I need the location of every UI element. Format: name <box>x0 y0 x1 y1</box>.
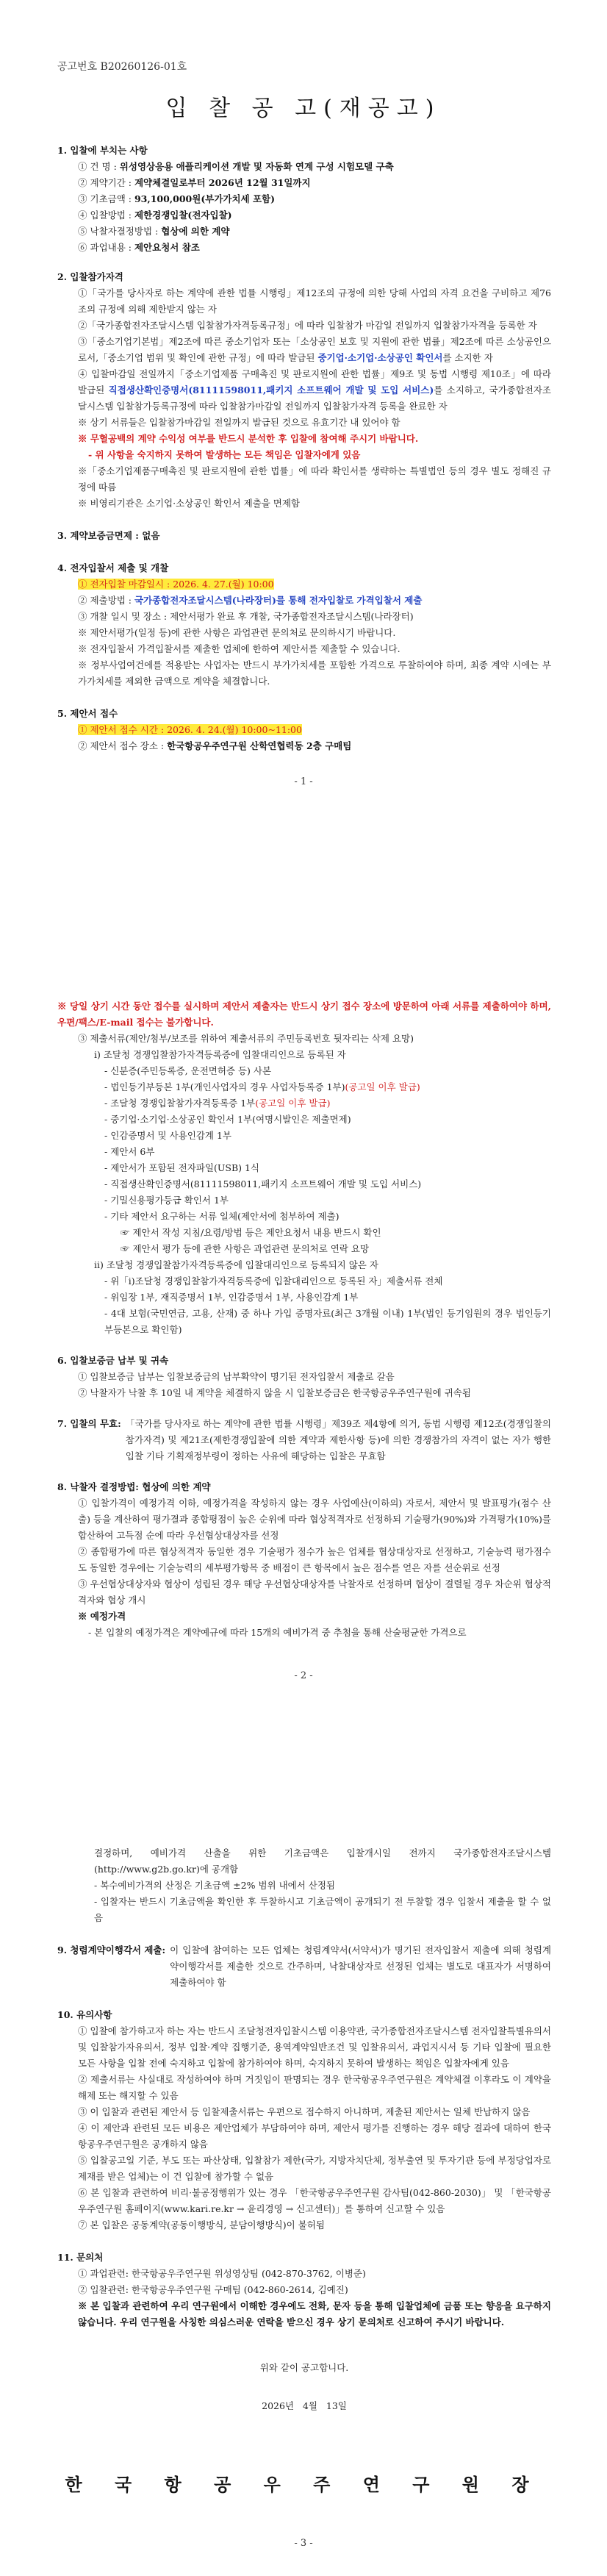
item-period: ② 계약기간 : 계약체결일로부터 2026년 12월 31일까지 <box>78 177 311 188</box>
section-3-heading: 3. 계약보증금면제 : 없음 <box>57 530 160 541</box>
section-4-body: ① 전자입찰 마감일시 : 2026. 4. 27.(월) 10:00 ② 제출방법 : 국가종합전자조달시스템(나라장터)를 통해 전자입찰로 가격입찰서 제출 ③ 개찰 일시 및 장소 : 제안서평가 완료 후 개찰, 국가종합전자조달시스템(나라장터) ※ 제안서평가(일정 등)에 관한 사항은 과업관련 문의처로 문의하시기 바랍니다. ※ 전자입찰서 가격입찰서를 제출한 업체에 한하여 제안서를 제출할 수 있습니다. ※ 정부사업여건에를 적용받는 사업자는 반드시 부가가치세를 포함한 가격으로 투찰하여야 하며, 최종 계약 시에는 부가가치세를 제외한 금액으로 계약을 체결합니다. <box>78 579 551 687</box>
section-2-heading: 2. 입찰참가자격 <box>57 271 123 282</box>
item-scope: ⑥ 과업내용 : 제안요청서 참조 <box>78 242 200 253</box>
docs-list-a: - 신분증(주민등록증, 운전면허증 등) 사본 - 법인등기부등본 1부(개인사업자의 경우 사업자등록증 1부)(공고일 이후 발급) - 조달청 경쟁입찰참가자격등록증 1부(공고일 이후 발급) - 중기업·소기업·소상공인 확인서 1부(여명시발인은 제출면제) - 인감증명서 및 사용인감계 1부 - 제안서 6부 - 제안서가 포함된 전자파일(USB) 1식 - 직접생산확인증명서(81111598011,패키지 소프트웨어 개발 및 도입 서비스) - 기밀신용평가등급 확인서 1부 - 기타 제안서 요구하는 서류 일체(제안서에 첨부하여 제출) ☞ 제안서 작성 지침/요령/방법 등은 제안요청서 내용 반드시 확인 ☞ 제안서 평가 등에 관한 사항은 과업관련 문의처로 연락 요망 <box>104 1065 422 1254</box>
page2-content: ※ 당일 상기 시간 동안 접수를 실시하며 제안서 제출자는 반드시 상기 접수 장소에 방문하여 아래 서류를 제출하여야 하며, 우편/팩스/E-mail 접수는 불가합니다. ③ 제출서류(제안/첨부/보조를 위하여 제출서류의 주민등록번호 뒷자리는 삭제 요망) ⅰ) 조달청 경쟁입찰참가자격등록증에 입찰대리인으로 등록된 자 - 신분증(주민등록증, 운전면허증 등) 사본 - 법인등기부등본 1부(개인사업자의 경우 사업자등록증 1부)(공고일 이후 발급) - 조달청 경쟁입찰참가자격등록증 1부(공고일 이후 발급) - 중기업·소기업·소상공인 확인서 1부(여명시발인은 제출면제) - 인감증명서 및 사용인감계 1부 - 제안서 6부 - 제안서가 포함된 전자파일(USB) 1식 - 직접생산확인증명서(81111598011,패키지 소프트웨어 개발 및 도입 서비스) - 기밀신용평가등급 확인서 1부 - 기타 제안서 요구하는 서류 일체(제안서에 첨부하여 제출) ☞ 제안서 작성 지침/요령/방법 등은 제안요청서 내용 반드시 확인 ☞ 제안서 평가 등에 관한 사항은 과업관련 문의처로 연락 요망 ⅱ) 조달청 경쟁입찰참가자격등록증에 입찰대리인으로 등록되지 않은 자 - 위「ⅰ)조달청 경쟁입찰참가자격등록증에 입찰대리인으로 등록된 자」제출서류 전체 - 위임장 1부, 재직증명서 1부, 인감증명서 1부, 사용인감계 1부 - 4대 보험(국민연금, 고용, 산재) 중 하나 가입 증명자료(최근 3개월 이내) 1부(법인 등기임원의 경우 법인등기부등본으로 확인함) 6. 입찰보증금 납부 및 귀속 ① 입찰보증금 납부는 입찰보증금의 납부확약이 명기된 전자입찰서 제출로 갈음 ② 낙찰자가 낙찰 후 10일 내 계약을 체결하지 않을 시 입찰보증금은 한국항공우주연구원에 귀속됨 7. 입찰의 무효: 「국가를 당사자로 하는 계약에 관한 법률 시행령」제39조 제4항에 의거, 동법 시행령 제12조(경쟁입찰의 참가자격) 및 제21조(제한경쟁입찰에 의한 계약과 제한사항 등)에 의한 경쟁참가의 자격이 없는 자가 행한 입찰 기타 기획재정부령이 정하는 사유에 해당하는 입찰은 무효함 8. 낙찰자 결정방법: 협상에 의한 계약 ① 입찰가격이 예정가격 이하, 예정가격을 작성하지 않는 경우 사업예산(이하의) 자로서, 제안서 및 발표평가(점수 산출) 등을 계산하여 평가결과 종합평점이 높은 순위에 따라 협상적격자로 선정하되 기술평가(90%)와 가격평가(10%)를 합산하여 고득점 순에 따라 우선협상대상자를 선정 ② 종합평가에 따른 협상적격자 동일한 경우 기술평가 점수가 높은 업체를 협상대상자로 선정하고, 기술능력 평가점수도 동일한 경우에는 기술능력의 세부평가항목 중 배점이 큰 항목에서 높은 점수를 얻은 자를 선순위로 선정 ③ 우선협상대상자와 협상이 성립된 경우 해당 우선협상대상자를 낙찰자로 선정하며 협상이 결렬될 경우 차순위 협상적격자와 협상 개시 ※ 예정가격 - 본 입찰의 예정가격은 계약예규에 따라 15개의 예비가격 중 추첨을 통해 산술평균한 가격으로 <box>57 998 551 1641</box>
notice-items: ① 입찰에 참가하고자 하는 자는 반드시 조달청전자입찰시스템 이용약관, 국가종합전자조달시스템 전자입찰특별유의서 및 입찰참가자유의서, 정부 입찰·계약 집행기준, 용역계약일반조건 및 입찰유의서, 과업지시서 등 기타 입찰에 필요한 모든 사항을 입찰 전에 숙지하고 입찰에 참가하여야 하며, 숙지하지 못하여 발생하는 책임은 입찰자에게 있음 ② 제출서류는 사실대로 작성하여야 하며 거짓임이 판명되는 경우 한국항공우주연구원은 계약체결 이후라도 이 계약을 해제 또는 해지할 수 있음 ③ 이 입찰과 관련된 제안서 등 입찰제출서류는 우편으로 접수하지 아니하며, 제출된 제안서는 일체 반납하지 않음 ④ 이 제안과 관련된 모든 비용은 제안업체가 부담하여야 하며, 제안서 평가를 진행하는 경우 해당 결과에 대하여 한국항공우주연구원은 공개하지 않음 ⑤ 입찰공고일 기준, 부도 또는 파산상태, 입찰참가 제한(국가, 지방자치단체, 정부출연 및 투자기관 등에 부정당업자로 제재를 받은 업체)는 이 건 입찰에 참가할 수 없음 ⑥ 본 입찰과 관련하여 비리·불공정행위가 있는 경우 「한국항공우주연구원 감사팀(042-860-2030)」 및 「한국항공우주연구원 홈페이지(www.kari.re.kr → 윤리경영 → 신고센터)」를 통하여 신고할 수 있음 ⑦ 본 입찰은 공동계약(공동이행방식, 분담이행방식)이 불허됨 <box>78 2025 551 2230</box>
item-name: ① 건 명 : 위성영상응용 애플리케이션 개발 및 자동화 연계 구성 시험모델 구축 <box>78 161 394 172</box>
section-4-heading: 4. 전자입찰서 제출 및 개찰 <box>57 562 169 573</box>
section-9: 9. 청렴계약이행각서 제출: 이 입찰에 참여하는 모든 업체는 청렴계약서(서약서)가 명기된 전자입찰서 제출에 의해 청렴계약이행각서를 제출한 것으로 간주하며, 낙찰대상자로 선정된 업체는 별도로 대표자가 서명하여 제출하여야 함 <box>57 1944 551 1988</box>
section-5-heading: 5. 제안서 접수 <box>57 708 118 719</box>
page-number-1: - 1 - <box>294 776 313 787</box>
page-3 <box>0 1735 607 2576</box>
page1-content <box>57 132 551 754</box>
issuer-signature: 한 국 항 공 우 주 연 구 원 장 <box>65 2474 542 2495</box>
section-1-heading: 1. 입찰에 부치는 사항 <box>57 145 148 156</box>
section-5-body: ① 제안서 접수 시간 : 2026. 4. 24.(월) 10:00~11:00 ② 제안서 접수 장소 : 한국항공우주연구원 산학연협력동 2층 구매팀 <box>78 724 352 751</box>
section-2-body: ①「국가를 당사자로 하는 계약에 관한 법률 시행령」제12조의 규정에 의한 당해 사업의 자격 요건을 구비하고 제76조의 규정에 의해 제한받지 않는 자 ②「국가종합전자조달시스템 입찰참가자격등록규정」에 따라 입찰참가 마감일 전일까지 입찰참가자격을 등록한 자 ③「중소기업기본법」제2조에 따른 중소기업자 또는「소상공인 보호 및 지원에 관한 법률」제2조에 따른 소상공인으로서,「중소기업 범위 및 확인에 관한 규정」에 따라 발급된 중기업·소기업·소상공인 확인서를 소지한 자 ④ 입찰마감일 전일까지「중소기업제품 구매촉진 및 판로지원에 관한 법률」제9조 및 동법 시행령 제10조」에 따라 발급된 직접생산확인증명서(81111598011,패키지 소프트웨어 개발 및 도입 서비스)를 소지하고, 국가종합전자조달시스템 입찰참가등록규정에 따라 입찰참가마감일 전일까지 입찰참가자격 등록을 완료한 자 ※ 상기 서류들은 입찰참가마감일 전일까지 발급된 것으로 유효기간 내 있어야 함 ※ 무혈공백의 계약 수익성 여부를 반드시 분석한 후 입찰에 참여해 주시기 바랍니다. - 위 사항을 숙지하지 못하여 발생하는 모든 책임은 입찰자에게 있음 ※「중소기업제품구매촉진 및 판로지원에 관한 법률」에 따라 확인서를 생략하는 특별법인 등의 경우 별도 정해진 규정에 따름 ※ 비영리기관은 소기업·소상공인 확인서 제출을 면제함 <box>78 287 551 509</box>
page-number-3: - 3 - <box>294 2538 313 2549</box>
docs-list-b: - 위「ⅰ)조달청 경쟁입찰참가자격등록증에 입찰대리인으로 등록된 자」제출서류 전체 - 위임장 1부, 재직증명서 1부, 인감증명서 1부, 사용인감계 1부 - 4대 보험(국민연금, 고용, 산재) 중 하나 가입 증명자료(최근 3개월 이내) 1부(법인 등기임원의 경우 법인등기부등본으로 확인함) <box>104 1276 551 1335</box>
section-7: 7. 입찰의 무효: 「국가를 당사자로 하는 계약에 관한 법률 시행령」제39조 제4항에 의거, 동법 시행령 제12조(경쟁입찰의 참가자격) 및 제21조(제한경쟁입찰에 의한 계약과 제한사항 등)에 의한 경쟁참가의 자격이 없는 자가 행한 입찰 기타 기획재정부령이 정하는 사유에 해당하는 입찰은 무효함 <box>57 1418 551 1461</box>
contacts: ① 과업관련: 한국항공우주연구원 위성영상팀 (042-870-3762, 이병준) ② 입찰관련: 한국항공우주연구원 구매팀 (042-860-2614, 김예진) ※ 본 입찰과 관련하여 우리 연구원에서 이해한 경우에도 전화, 문자 등을 통해 입찰업체에 금품 또는 향응을 요구하지 않습니다. 우리 연구원을 사칭한 의심스러운 연락을 받으신 경우 상기 문의처로 신고하여 주시기 바랍니다. <box>78 2268 551 2328</box>
announcement-number: 공고번호 B20260126-01호 <box>57 61 187 73</box>
page-number-2: - 2 - <box>294 1670 313 1681</box>
page-2 <box>0 890 607 1735</box>
page3-content: 결정하며, 예비가격 산출을 위한 기초금액은 입찰개시일 전까지 국가종합전자조달시스템(http://www.g2b.go.kr)에 공개함 - 복수예비가격의 산정은 기초금액 ±2% 범위 내에서 산정됨 - 입찰자는 반드시 기초금액을 확인한 후 투찰하시고 기초금액이 공개되기 전 투찰할 경우 입찰서 제출을 할 수 없음 9. 청렴계약이행각서 제출: 이 입찰에 참여하는 모든 업체는 청렴계약서(서약서)가 명기된 전자입찰서 제출에 의해 청렴계약이행각서를 제출한 것으로 간주하며, 낙찰대상자로 선정된 업체는 별도로 대표자가 서명하여 제출하여야 함 10. 유의사항 ① 입찰에 참가하고자 하는 자는 반드시 조달청전자입찰시스템 이용약관, 국가종합전자조달시스템 전자입찰특별유의서 및 입찰참가자유의서, 정부 입찰·계약 집행기준, 용역계약일반조건 및 입찰유의서, 과업지시서 등 기타 입찰에 필요한 모든 사항을 입찰 전에 숙지하고 입찰에 참가하여야 하며, 숙지하지 못하여 발생하는 책임은 입찰자에게 있음 ② 제출서류는 사실대로 작성하여야 하며 거짓임이 판명되는 경우 한국항공우주연구원은 계약체결 이후라도 이 계약을 해제 또는 해지할 수 있음 ③ 이 입찰과 관련된 제안서 등 입찰제출서류는 우편으로 접수하지 아니하며, 제출된 제안서는 일체 반납하지 않음 ④ 이 제안과 관련된 모든 비용은 제안업체가 부담하여야 하며, 제안서 평가를 진행하는 경우 해당 결과에 대하여 한국항공우주연구원은 공개하지 않음 ⑤ 입찰공고일 기준, 부도 또는 파산상태, 입찰참가 제한(국가, 지방자치단체, 정부출연 및 투자기관 등에 부정당업자로 제재를 받은 업체)는 이 건 입찰에 참가할 수 없음 ⑥ 본 입찰과 관련하여 비리·불공정행위가 있는 경우 「한국항공우주연구원 감사팀(042-860-2030)」 및 「한국항공우주연구원 홈페이지(www.kari.re.kr → 윤리경영 → 신고센터)」를 통하여 신고할 수 있음 ⑦ 본 입찰은 공동계약(공동이행방식, 분담이행방식)이 불허됨 11. 문의처 ① 과업관련: 한국항공우주연구원 위성영상팀 (042-870-3762, 이병준) ② 입찰관련: 한국항공우주연구원 구매팀 (042-860-2614, 김예진) ※ 본 입찰과 관련하여 우리 연구원에서 이해한 경우에도 전화, 문자 등을 통해 입찰업체에 금품 또는 향응을 요구하지 않습니다. 우리 연구원을 사칭한 의심스러운 연락을 받으신 경우 상기 문의처로 신고하여 주시기 바랍니다. 위와 같이 공고합니다. 2026년 4월 13일 <box>57 1845 551 2414</box>
section-10-heading: 10. 유의사항 <box>57 2009 112 2020</box>
proposal-time: ① 제안서 접수 시간 : 2026. 4. 24.(월) 10:00~11:00 <box>78 724 302 735</box>
item-award-method: ⑤ 낙찰자결정방법 : 협상에 의한 계약 <box>78 226 230 237</box>
page-1 <box>0 0 607 890</box>
section-1-items <box>57 159 551 256</box>
item-base-amount: ③ 기초금액 : 93,100,000원(부가가치세 포함) <box>78 193 276 204</box>
section-8-heading: 8. 낙찰자 결정방법: 협상에 의한 계약 <box>57 1481 211 1492</box>
onsite-submission-note: ※ 당일 상기 시간 동안 접수를 실시하며 제안서 제출자는 반드시 상기 접수 장소에 방문하여 아래 서류를 제출하여야 하며, 우편/팩스/E-mail 접수는 불가합니다. <box>57 1001 551 1028</box>
closing-line: 위와 같이 공고합니다. <box>259 2362 349 2373</box>
section-11-heading: 11. 문의처 <box>57 2252 104 2263</box>
section-6-heading: 6. 입찰보증금 납부 및 귀속 <box>57 1355 169 1366</box>
item-bid-method: ④ 입찰방법 : 제한경쟁입찰(전자입찰) <box>78 210 232 221</box>
bid-deadline: ① 전자입찰 마감일시 : 2026. 4. 27.(월) 10:00 <box>78 579 274 590</box>
document-title: 입 찰 공 고(재공고) <box>165 96 442 121</box>
announcement-date: 2026년 4월 13일 <box>262 2400 347 2411</box>
